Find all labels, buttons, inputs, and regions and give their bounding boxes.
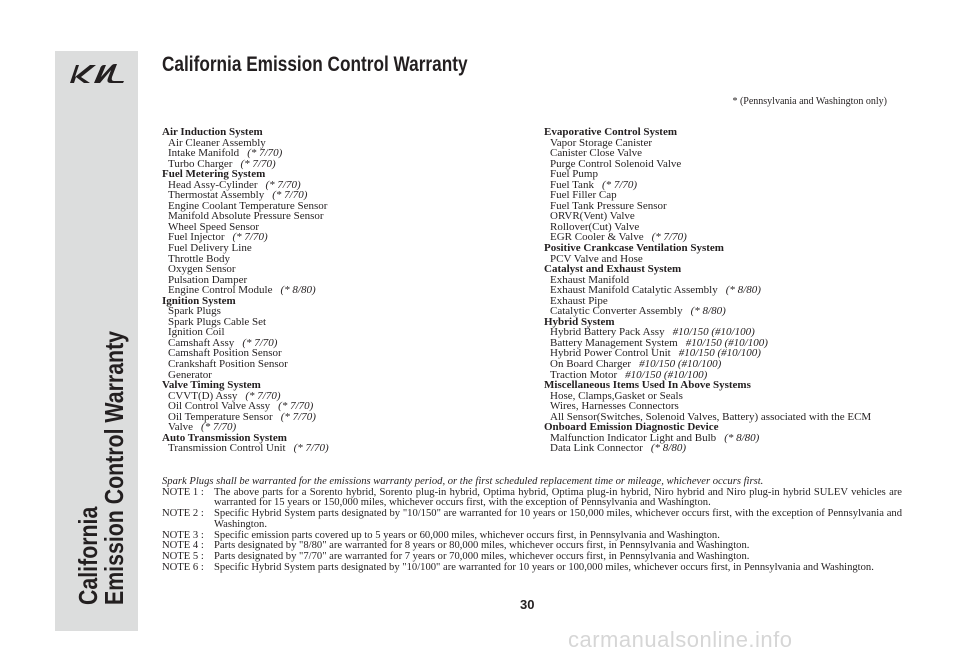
- part-name: Purge Control Solenoid Valve: [550, 157, 682, 170]
- warranty-code: (* 7/70): [265, 178, 301, 191]
- list-item: [544, 443, 904, 454]
- part-name: Thermostat Assembly: [168, 189, 265, 202]
- note-label: NOTE 3 :: [162, 529, 204, 541]
- warranty-code: #10/150 (#10/100): [678, 347, 761, 360]
- notes-list: [162, 488, 902, 574]
- part-name: Fuel Delivery Line: [168, 242, 252, 255]
- part-name: Fuel Tank: [550, 178, 594, 191]
- note-item: [162, 509, 902, 530]
- note-text: Parts designated by "7/70" are warranted for 7 years or 70,000 miles, whichever occurs first, in Pennsylvania and Washington.: [214, 550, 750, 562]
- section-title: Miscellaneous Items Used In Above Systems: [544, 379, 751, 392]
- part-name: EGR Cooler & Valve: [550, 231, 644, 244]
- part-name: Exhaust Manifold: [550, 273, 630, 286]
- part-name: Ignition Coil: [168, 326, 225, 339]
- part-name: Fuel Injector: [168, 231, 225, 244]
- warranty-code: (* 7/70): [601, 178, 638, 191]
- note-label: NOTE 4 :: [162, 540, 204, 552]
- section-title: Positive Crankcase Ventilation System: [544, 242, 724, 255]
- part-name: Data Link Connector: [550, 442, 643, 455]
- part-name: Turbo Charger: [168, 157, 233, 170]
- warranty-code: (* 7/70): [232, 231, 268, 244]
- page-title: California Emission Control Warranty: [162, 53, 468, 76]
- warranty-code: (* 7/70): [272, 189, 308, 202]
- part-name: Throttle Body: [168, 252, 231, 265]
- kia-logo-icon: [68, 63, 126, 85]
- part-name: Spark Plugs: [168, 305, 221, 318]
- part-name: Catalytic Converter Assembly: [550, 305, 683, 318]
- warranty-code: (* 7/70): [293, 442, 329, 455]
- section-title: Auto Transmission System: [162, 431, 287, 444]
- part-name: Hybrid Power Control Unit: [550, 347, 671, 360]
- part-name: Transmission Control Unit: [168, 442, 286, 455]
- warranty-code: #10/150 (#10/100): [625, 368, 708, 381]
- note-text: Specific emission parts covered up to 5 years or 60,000 miles, whichever occurs first, in Pennsylvania and Washington.: [214, 529, 720, 541]
- list-item: [162, 359, 532, 370]
- note-text: The above parts for a Sorento hybrid, Sorento plug-in hybrid, Optima hybrid, Optima plug-in hybrid, Niro hybrid and Niro plug-in hybrid SULEV vehicles are warranted for 15 years or 150,000 miles, whichever occurs first, with the exception of Pennsylvania and Washington.: [214, 486, 902, 509]
- warranty-code: #10/150 (#10/100): [639, 358, 722, 371]
- section-title: Valve Timing System: [162, 379, 261, 392]
- note-text: Specific Hybrid System parts designated by "10/100" are warranted for 10 years or 100,000 miles, whichever occurs first, in Pennsylvania and Washington.: [214, 561, 874, 573]
- right-column: [544, 127, 904, 454]
- warranty-code: (* 7/70): [278, 400, 314, 413]
- part-name: Generator: [168, 368, 212, 381]
- part-name: All Sensor(Switches, Solenoid Valves, Battery) associated with the ECM: [550, 410, 872, 423]
- warranty-code: (* 7/70): [247, 147, 283, 160]
- part-name: Head Assy-Cylinder: [168, 178, 258, 191]
- part-name: Manifold Absolute Pressure Sensor: [168, 210, 324, 223]
- sidebar-title-line1: California: [73, 506, 103, 605]
- part-name: Hose, Clamps,Gasket or Seals: [550, 389, 683, 402]
- sidebar-title: [75, 331, 127, 605]
- part-name: Oil Control Valve Assy: [168, 400, 271, 413]
- warranty-code: (* 8/80): [650, 442, 687, 455]
- part-name: Camshaft Position Sensor: [168, 347, 282, 360]
- part-name: Engine Coolant Temperature Sensor: [168, 199, 328, 212]
- part-name: Fuel Pump: [550, 168, 598, 181]
- part-name: Spark Plugs Cable Set: [168, 315, 267, 328]
- part-name: Exhaust Pipe: [550, 294, 608, 307]
- part-name: Exhaust Manifold Catalytic Assembly: [550, 284, 718, 297]
- part-name: Wires, Harnesses Connectors: [550, 400, 679, 413]
- note-item: [162, 488, 902, 509]
- part-name: ORVR(Vent) Valve: [550, 210, 635, 223]
- section-title: Ignition System: [162, 294, 236, 307]
- warranty-code: #10/150 (#10/100): [685, 336, 768, 349]
- left-column: [162, 127, 532, 454]
- part-name: Air Cleaner Assembly: [168, 136, 266, 149]
- note-label: NOTE 6 :: [162, 561, 204, 573]
- note-label: NOTE 5 :: [162, 550, 204, 562]
- part-name: Battery Management System: [550, 336, 678, 349]
- warranty-code: (* 7/70): [242, 336, 278, 349]
- section-title: Hybrid System: [544, 315, 615, 328]
- page-number: 30: [520, 597, 535, 612]
- warranty-code: (* 8/80): [690, 305, 726, 318]
- state-footnote: * (Pennsylvania and Washington only): [732, 96, 887, 107]
- note-label: NOTE 1 :: [162, 486, 204, 498]
- section-title: Evaporative Control System: [544, 126, 678, 138]
- part-name: Crankshaft Position Sensor: [168, 358, 288, 371]
- section-title: Fuel Metering System: [162, 168, 266, 181]
- warranty-code: (* 8/80): [725, 284, 761, 297]
- list-item: [162, 443, 532, 454]
- watermark: carmanualsonline.info: [568, 627, 793, 652]
- warranty-code: (* 7/70): [201, 421, 237, 434]
- part-name: Wheel Speed Sensor: [168, 220, 260, 233]
- part-name: Engine Control Module: [168, 284, 273, 297]
- warranty-code: (* 7/70): [245, 389, 281, 402]
- list-item: [544, 169, 904, 180]
- note-text: Parts designated by "8/80" are warranted for 8 years or 80,000 miles, whichever occurs first, in Pennsylvania and Washington.: [214, 540, 750, 552]
- warranty-code: (* 7/70): [240, 157, 276, 170]
- part-name: Vapor Storage Canister: [550, 136, 653, 149]
- part-name: Oxygen Sensor: [168, 263, 236, 276]
- note-text: Specific Hybrid System parts designated by "10/150" are warranted for 10 years or 150,000 miles, whichever occurs first, with the exception of Pennsylvania and Washington.: [214, 508, 902, 530]
- part-name: Hybrid Battery Pack Assy: [550, 326, 665, 339]
- warranty-code: #10/150 (#10/100): [672, 326, 755, 339]
- part-name: Malfunction Indicator Light and Bulb: [550, 431, 717, 444]
- part-name: Camshaft Assy: [168, 336, 235, 349]
- part-name: On Board Charger: [550, 358, 632, 371]
- part-name: Fuel Filler Cap: [550, 189, 617, 202]
- part-name: Intake Manifold: [168, 147, 240, 160]
- part-name: Pulsation Damper: [168, 273, 248, 286]
- sidebar-title-line2: Emission Control Warranty: [99, 330, 129, 605]
- part-name: CVVT(D) Assy: [168, 389, 238, 402]
- section-title: Catalyst and Exhaust System: [544, 263, 682, 276]
- footer-notes: [162, 477, 902, 573]
- spark-plug-statement: Spark Plugs shall be warranted for the emissions warranty period, or the first scheduled replacement time or mileage, whichever occurs first.: [162, 476, 764, 487]
- part-name: Traction Motor: [550, 368, 618, 381]
- section-title: Onboard Emission Diagnostic Device: [544, 421, 719, 434]
- warranty-code: (* 7/70): [651, 231, 687, 244]
- warranty-code: (* 8/80): [280, 284, 316, 297]
- part-name: Valve: [168, 421, 194, 434]
- warranty-code: (* 7/70): [280, 410, 316, 423]
- section-title: Air Induction System: [162, 126, 263, 138]
- note-item: [162, 563, 902, 574]
- note-label: NOTE 2 :: [162, 508, 204, 520]
- part-name: Fuel Tank Pressure Sensor: [550, 199, 667, 212]
- warranty-code: (* 8/80): [724, 431, 760, 444]
- part-name: Oil Temperature Sensor: [168, 410, 273, 423]
- part-name: Rollover(Cut) Valve: [550, 220, 640, 233]
- list-item: [544, 159, 904, 170]
- part-name: Canister Close Valve: [550, 147, 643, 160]
- part-name: PCV Valve and Hose: [550, 252, 643, 265]
